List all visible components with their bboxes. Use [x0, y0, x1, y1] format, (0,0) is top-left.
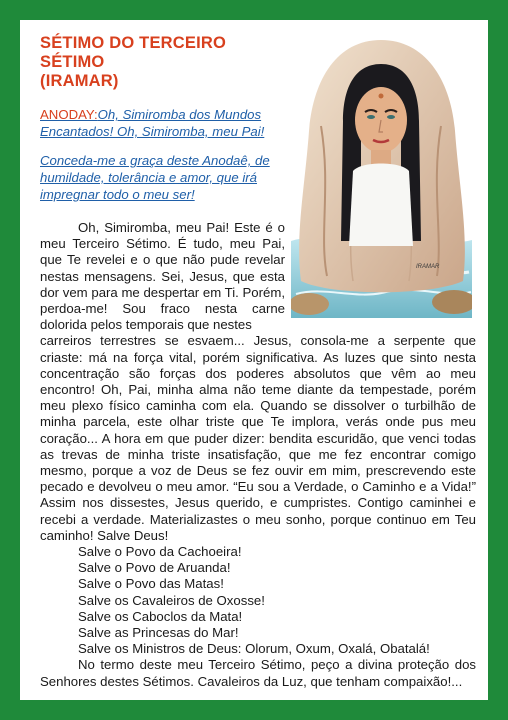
page	[20, 20, 488, 700]
closing-paragraph: No termo deste meu Terceiro Sétimo, peço a divina proteção dos Senhores destes Sétimos. Cavaleiros da Luz, que tenham compaixão!...	[40, 657, 476, 689]
title-line-1: SÉTIMO DO TERCEIRO	[40, 34, 227, 52]
invocation	[40, 106, 285, 140]
salve-line: Salve o Povo de Aruanda!	[78, 560, 231, 576]
page-title	[40, 34, 476, 91]
prayer: Conceda-me a graça deste Anodaê, de humildade, tolerância e amor, que irá impregnar todo o meu ser!	[40, 153, 270, 202]
image-signature: IRAMAR	[416, 264, 440, 270]
body-paragraph-start: Oh, Simiromba, meu Pai! Este é o meu Terceiro Sétimo. É tudo, meu Pai, que Te revelei e o que não pude revelar nestas mensagens. Sei, Jesus, que esta dor vem para me despertar em Ti. Porém, perdoa-me! Sou fraco nesta carne dolorida pelos temporais que nestes	[40, 220, 285, 333]
content	[40, 34, 476, 690]
salves-list	[40, 544, 476, 690]
salve-line: Salve os Ministros de Deus: Olorum, Oxum, Oxalá, Obatalá!	[78, 641, 430, 657]
invocation-tag: ANODAY:	[40, 107, 98, 122]
body-text	[40, 220, 476, 544]
invocation-text: Oh, Simiromba dos Mundos Encantados! Oh, Simiromba, meu Pai!	[40, 107, 265, 139]
title-line-3: (IRAMAR)	[40, 72, 119, 90]
body-paragraph-continued: carreiros terrestres se esvaem... Jesus, consola-me a serpente que criaste: má na força vital, porém significativa. As luzes que sinto nesta concentração são forças dos poderes absolutos que vêm ao meu encontro! Oh, Pai, minha alma não teme diante da tempestade, porém meu plexo físico caminha com ela. Quando se dissolver o turbilhão de minha parcela, este olhar triste que Te implora, verás onde pus meu coração... A hora em que puder dizer: bendita escuridão, que venci todas as trevas de minha triste insatisfação, que me fez encontrar comigo mesmo, porque a voz de Deus se fez ouvir em mim, prescrevendo este pecado e devolveu o meu amor. “Eu sou a Verdade, o Caminho e a Vida!” Assim nos dissestes, Jesus querido, e cumpristes. Contigo caminhei e recebi a verdade. Materializastes o meu sonho, porque continuo em Teu caminho! Salve Deus!	[40, 333, 476, 543]
salve-line: Salve os Cavaleiros de Oxosse!	[78, 592, 265, 608]
salve-line: Salve os Caboclos da Mata!	[78, 608, 243, 624]
salve-line: Salve o Povo das Matas!	[78, 576, 224, 592]
salve-line: Salve as Princesas do Mar!	[78, 625, 239, 641]
salve-line: Salve o Povo da Cachoeira!	[78, 544, 242, 560]
title-line-2: SÉTIMO	[40, 53, 105, 71]
